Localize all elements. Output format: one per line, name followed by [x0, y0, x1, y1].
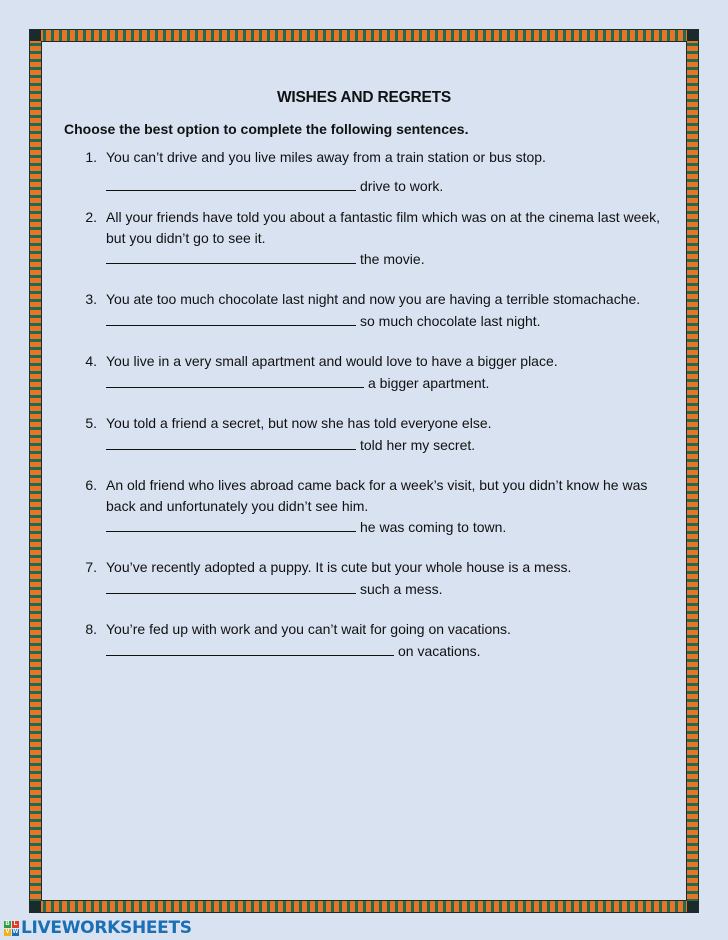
- answer-suffix: told her my secret.: [360, 436, 476, 453]
- question-number: 6.: [85, 477, 97, 493]
- frame-corner: [687, 30, 698, 41]
- question-item: [85, 475, 685, 538]
- question-number: 8.: [85, 621, 97, 637]
- question-number: 2.: [85, 209, 97, 225]
- answer-line: [106, 176, 685, 197]
- logo-letter: B: [5, 920, 10, 927]
- answer-suffix: such a mess.: [360, 580, 443, 597]
- question-text-continued: back and unfortunately you didn’t see him.: [106, 497, 369, 514]
- frame-corner: [687, 901, 698, 912]
- logo-letter: L: [13, 920, 18, 927]
- frame-corner: [30, 901, 41, 912]
- question-number: 4.: [85, 353, 97, 369]
- answer-blank[interactable]: [106, 641, 394, 656]
- question-text: You can’t drive and you live miles away from a train station or bus stop.: [106, 149, 546, 165]
- answer-blank[interactable]: [106, 249, 356, 264]
- question-number: 5.: [85, 415, 97, 431]
- question-number: 3.: [85, 291, 97, 307]
- answer-line: [106, 579, 685, 600]
- answer-line: [106, 311, 685, 332]
- answer-blank[interactable]: [106, 311, 356, 326]
- worksheet-title: WISHES AND REGRETS: [276, 89, 452, 106]
- answer-line: [106, 249, 685, 270]
- logo-letter: V: [5, 928, 10, 935]
- question-item: [85, 557, 685, 599]
- liveworksheets-logo[interactable]: [4, 918, 192, 938]
- question-item: [85, 289, 685, 331]
- question-item: [85, 351, 685, 393]
- question-item: [85, 413, 685, 455]
- logo-letter: W: [12, 928, 19, 935]
- question-text: You’re fed up with work and you can’t wait for going on vacations.: [106, 621, 511, 637]
- question-number: 1.: [85, 149, 97, 165]
- answer-line: [106, 517, 685, 538]
- question-number: 7.: [85, 559, 97, 575]
- answer-suffix: drive to work.: [360, 177, 444, 194]
- answer-suffix: so much chocolate last night.: [360, 312, 541, 329]
- question-text: You’ve recently adopted a puppy. It is cute but your whole house is a mess.: [106, 559, 572, 575]
- question-text-continued: but you didn’t go to see it.: [106, 229, 266, 246]
- answer-suffix: a bigger apartment.: [368, 374, 490, 391]
- answer-line: [106, 435, 685, 456]
- question-text: You live in a very small apartment and would love to have a bigger place.: [106, 353, 558, 369]
- answer-suffix: on vacations.: [398, 642, 481, 659]
- question-text: You ate too much chocolate last night and now you are having a terrible stomachache.: [106, 291, 641, 307]
- answer-blank[interactable]: [106, 579, 356, 594]
- answer-blank[interactable]: [106, 176, 356, 191]
- question-item: [85, 207, 685, 270]
- logo-mark-icon: [4, 921, 19, 936]
- answer-suffix: he was coming to town.: [360, 519, 507, 535]
- answer-line: [106, 373, 685, 394]
- question-item: [85, 619, 685, 661]
- worksheet-instruction: Choose the best option to complete the following sentences.: [64, 121, 469, 137]
- worksheet-body: [41, 41, 687, 901]
- answer-blank[interactable]: [106, 435, 356, 450]
- answer-suffix: the movie.: [360, 251, 425, 267]
- question-text: An old friend who lives abroad came back for a week’s visit, but you didn’t know he was: [106, 477, 648, 493]
- answer-blank[interactable]: [106, 517, 356, 532]
- question-text: All your friends have told you about a fantastic film which was on at the cinema last week,: [106, 209, 661, 225]
- question-item: [85, 147, 685, 196]
- question-text: You told a friend a secret, but now she has told everyone else.: [106, 415, 492, 431]
- logo-text: LIVEWORKSHEETS: [21, 918, 192, 938]
- answer-line: [106, 641, 685, 662]
- frame-corner: [30, 30, 41, 41]
- answer-blank[interactable]: [106, 373, 364, 388]
